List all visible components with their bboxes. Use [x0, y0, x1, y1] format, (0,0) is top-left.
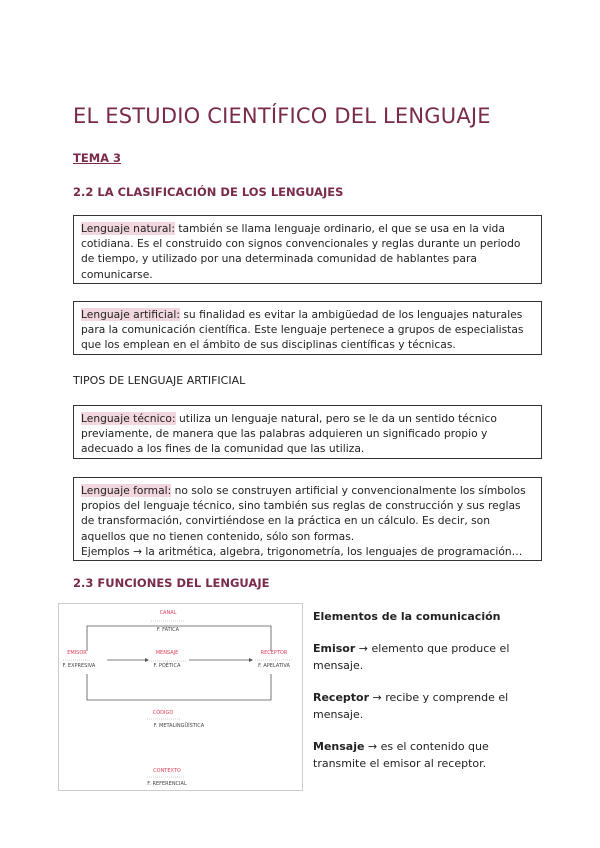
box-lenguaje-tecnico	[73, 405, 542, 459]
definition-emisor: → elemento que produce el mensaje.	[313, 642, 510, 672]
section-heading-funciones: 2.3 FUNCIONES DEL LENGUAJE	[73, 576, 270, 590]
arrowhead-2	[249, 658, 253, 662]
term-lenguaje-artificial: Lenguaje artificial:	[81, 308, 180, 321]
label-funcion-poetica: F. POÉTICA	[153, 663, 181, 669]
communication-diagram	[58, 603, 303, 791]
term-lenguaje-natural: Lenguaje natural:	[81, 222, 175, 235]
term-lenguaje-tecnico: Lenguaje técnico:	[81, 412, 176, 425]
box-lenguaje-natural	[73, 215, 542, 284]
definition-receptor: → recibe y comprende el mensaje.	[313, 691, 509, 721]
label-funcion-referencial: F. REFERENCIAL	[147, 781, 187, 787]
definition-lenguaje-natural: también se llama lenguaje ordinario, el que se usa en la vida cotidiana. Es el construido con signos convencionales y reglas durante un periodo de tiempo, y utilizado por una determinada comunidad de hablantes para comunicarse.	[81, 222, 521, 281]
label-emisor: EMISOR	[67, 650, 87, 656]
definition-lenguaje-artificial: su finalidad es evitar la ambigüedad de los lenguajes naturales para la comunicación científica. Este lenguaje pertenece a grupos de especialistas que los emplean en el ámbito de sus disciplinas científicas y técnicas.	[81, 308, 524, 352]
label-mensaje: MENSAJE	[155, 650, 179, 656]
label-funcion-fatica: F. FÁTICA	[156, 627, 180, 633]
label-canal: CANAL	[159, 610, 177, 616]
label-funcion-apelativa: F. APELATIVA	[258, 663, 290, 669]
label-funcion-metalinguistica: F. METALINGÜÍSTICA	[153, 723, 205, 729]
subheading-tipos: TIPOS DE LENGUAJE ARTIFICIAL	[73, 374, 246, 387]
examples-lenguaje-formal: Ejemplos → la aritmética, algebra, trigonometría, los lenguajes de programación…	[81, 544, 523, 558]
label-codigo: CÓDIGO	[152, 710, 174, 716]
label-receptor: RECEPTOR	[260, 650, 288, 656]
definition-mensaje: → es el contenido que transmite el emisor al receptor.	[313, 740, 489, 770]
elements-heading: Elementos de la comunicación	[313, 610, 501, 623]
term-mensaje: Mensaje	[313, 740, 365, 753]
box-lenguaje-artificial	[73, 301, 542, 355]
label-contexto: CONTEXTO	[153, 768, 181, 774]
definition-lenguaje-formal: no solo se construyen artificial y convencionalmente los símbolos propios del lenguaje técnico, sino también sus reglas de construcción y sus reglas de transformación, convirtiéndose en la práctica en un cálculo. Es decir, son aquellos que no tienen contenido, sólo son formas.	[81, 484, 526, 543]
definition-lenguaje-tecnico: utiliza un lenguaje natural, pero se le da un sentido técnico previamente, de manera que las palabras adquieren un significado propio y adecuado a los fines de la comunidad que las utiliza.	[81, 412, 497, 456]
box-lenguaje-formal	[73, 477, 542, 561]
term-emisor: Emisor	[313, 642, 356, 655]
term-lenguaje-formal: Lenguaje formal:	[81, 484, 172, 497]
loop-bottom	[87, 674, 271, 700]
arrowhead-1	[145, 658, 149, 662]
term-receptor: Receptor	[313, 691, 370, 704]
element-receptor	[313, 689, 543, 723]
communication-diagram-svg	[59, 604, 304, 792]
page-title: EL ESTUDIO CIENTÍFICO DEL LENGUAJE	[73, 104, 491, 128]
topic-label: TEMA 3	[73, 151, 122, 165]
element-mensaje	[313, 738, 543, 772]
label-funcion-expresiva: F. EXPRESIVA	[62, 663, 96, 669]
element-emisor	[313, 640, 543, 674]
section-heading-clasificacion: 2.2 LA CLASIFICACIÓN DE LOS LENGUAJES	[73, 185, 344, 199]
